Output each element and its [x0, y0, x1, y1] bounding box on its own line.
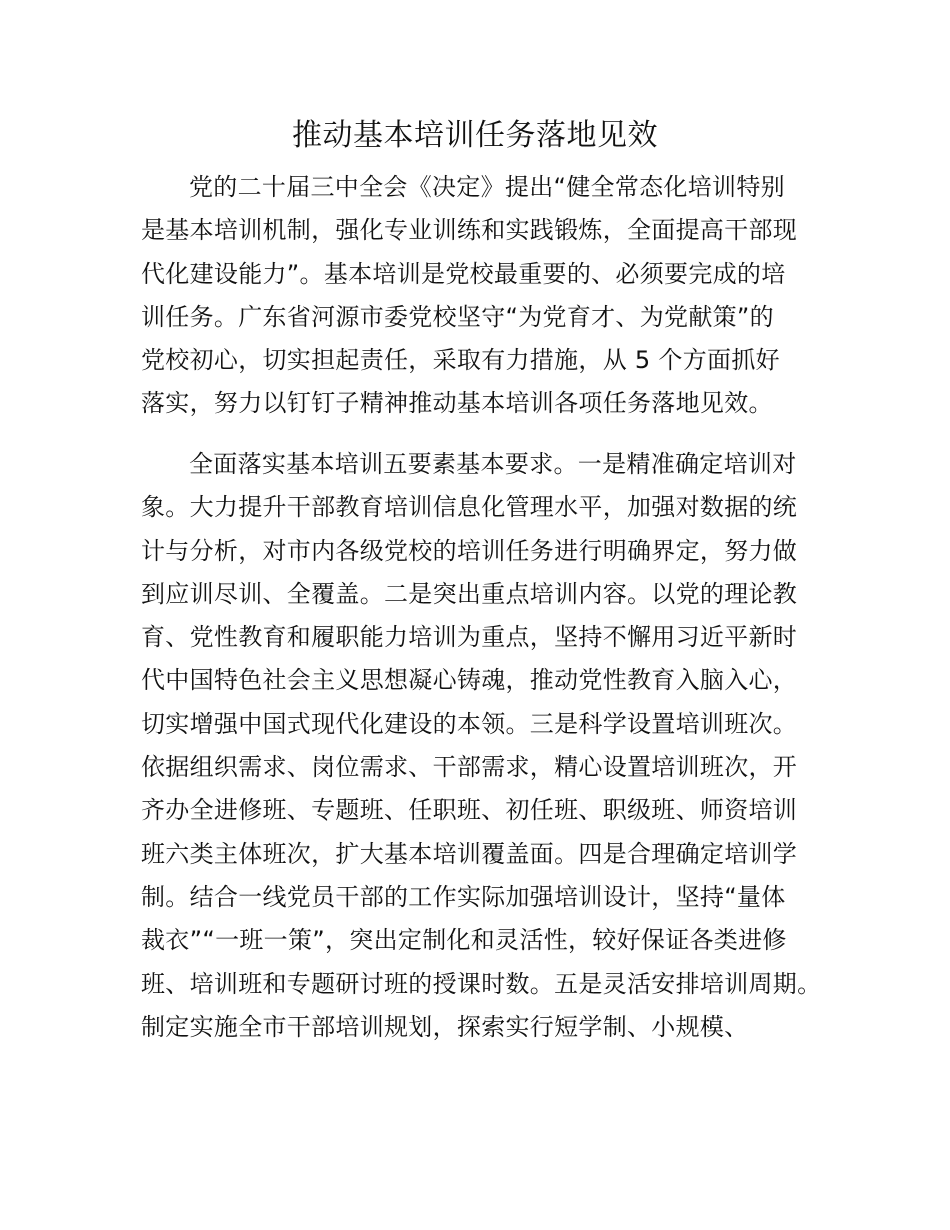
paragraph-line: 代中国特色社会主义思想凝心铸魂，推动党性教育入脑入心，: [141, 666, 798, 695]
paragraph-line: 制。结合一线党员干部的工作实际加强培训设计，坚持“量体: [141, 882, 786, 911]
paragraph-1: [141, 166, 825, 426]
paragraph-line: 是基本培训机制，强化专业训练和实践锻炼，全面提高干部现: [141, 216, 798, 245]
paragraph-line: 训任务。广东省河源市委党校坚守“为党育才、为党献策”的: [141, 302, 774, 331]
paragraph-line: 代化建设能力”。基本培训是党校最重要的、必须要完成的培: [141, 259, 786, 288]
paragraph-line: 到应训尽训、全覆盖。二是突出重点培训内容。以党的理论教: [141, 579, 798, 608]
paragraph-line: 党校初心，切实担起责任，采取有力措施，从 5 个方面抓好: [141, 346, 780, 375]
paragraph-2: [141, 443, 825, 1049]
paragraph-line: 班、培训班和专题研讨班的授课时数。五是灵活安排培训周期。: [141, 969, 822, 998]
paragraph-line: 班六类主体班次，扩大基本培训覆盖面。四是合理确定培训学: [141, 839, 798, 868]
paragraph-line: 落实，努力以钉钉子精神推动基本培训各项任务落地见效。: [141, 389, 773, 418]
paragraph-line: 计与分析，对市内各级党校的培训任务进行明确界定，努力做: [141, 536, 798, 565]
paragraph-line: 制定实施全市干部培训规划，探索实行短学制、小规模、: [141, 1012, 749, 1041]
paragraph-line: 依据组织需求、岗位需求、干部需求，精心设置培训班次，开: [141, 753, 798, 782]
paragraph-line: 齐办全进修班、专题班、任职班、初任班、职级班、师资培训: [141, 796, 798, 825]
paragraph-line: 育、党性教育和履职能力培训为重点，坚持不懈用习近平新时: [141, 623, 798, 652]
paragraph-line: 党的二十届三中全会《决定》提出“健全常态化培训特别: [189, 173, 785, 201]
document-title: 推动基本培训任务落地见效: [292, 118, 658, 153]
paragraph-line: 象。大力提升干部教育培训信息化管理水平，加强对数据的统: [141, 493, 798, 522]
paragraph-line: 全面落实基本培训五要素基本要求。一是精准确定培训对: [189, 450, 797, 478]
paragraph-line: 裁衣”“一班一策”，突出定制化和灵活性，较好保证各类进修: [141, 926, 787, 955]
paragraph-line: 切实增强中国式现代化建设的本领。三是科学设置培训班次。: [141, 709, 798, 738]
